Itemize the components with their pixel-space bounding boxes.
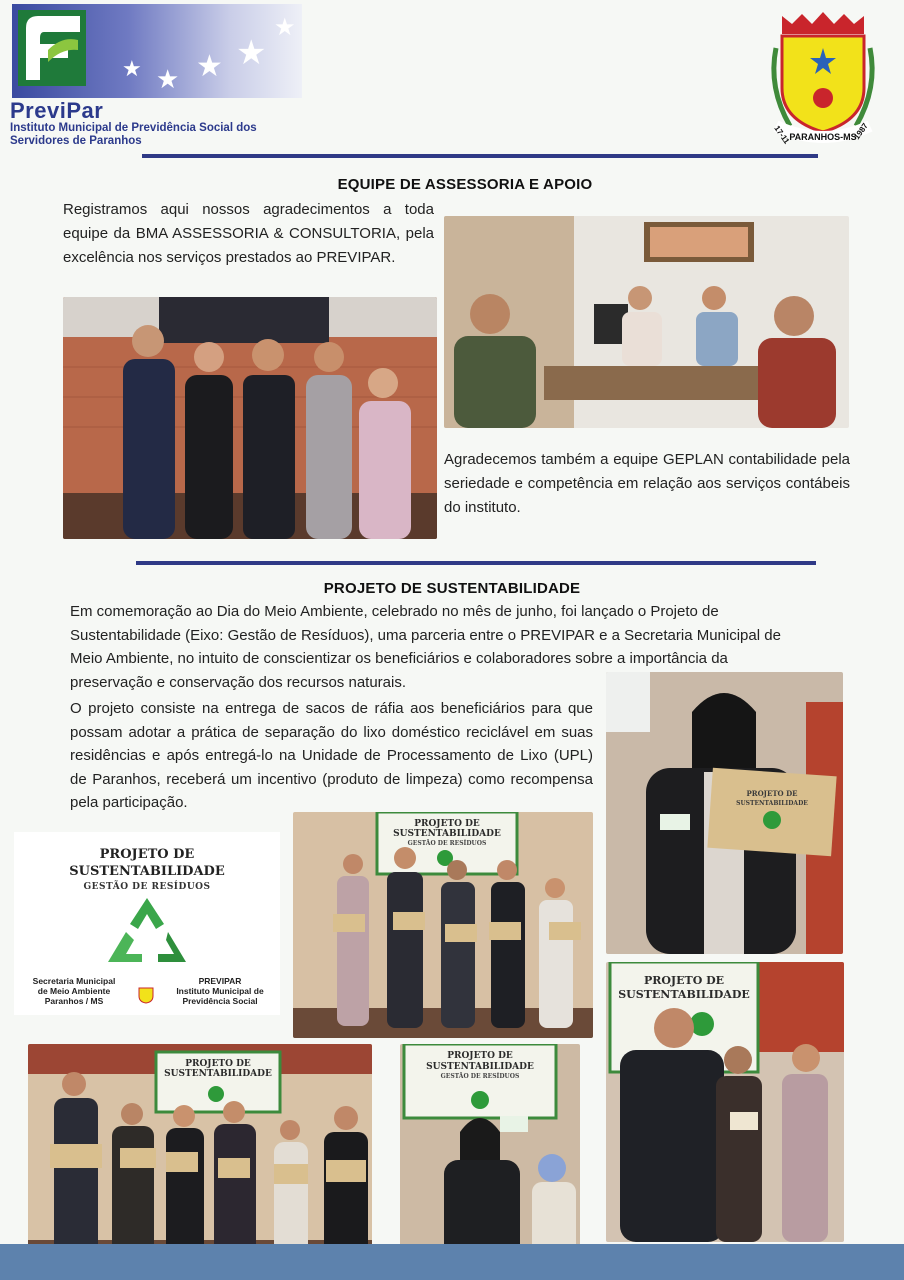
crest-right-text: 1987	[852, 121, 870, 142]
brand-subtitle-line: Instituto Municipal de Previdência Social dos	[10, 122, 257, 134]
sustentabilidade-paragraph-2: O projeto consiste na entrega de sacos de ráfia aos beneficiários para que possam adotar a prática de separação do lixo doméstico reciclável em suas residências e após entregá-lo na Unidade de Processamento de Lixo (UPL) de Paranhos, receberá um incentivo (produto de limpeza) como recompensa pela participação.	[70, 700, 593, 811]
card-title-line: SUSTENTABILIDADE	[69, 864, 225, 879]
crest-bottom-text: PARANHOS-MS	[789, 132, 857, 142]
star-icon: ★	[274, 14, 296, 41]
crest-left-text: 17-11	[772, 123, 792, 146]
star-icon: ★	[236, 34, 267, 72]
geplan-office-photo	[444, 216, 849, 428]
bag-label-line: PROJETO DE	[746, 789, 798, 798]
section-divider	[136, 561, 816, 565]
card-right-line: PREVIPAR	[198, 976, 242, 986]
card-right-line: Instituto Municipal de	[176, 986, 264, 996]
crest-small-icon	[138, 986, 154, 1004]
brand-name: PreviPar	[10, 98, 104, 123]
recycle-icon	[104, 894, 190, 976]
card-title	[14, 846, 280, 880]
banner-sign-line: SUSTENTABILIDADE	[426, 1062, 534, 1072]
assessoria-intro: Registramos aqui nossos agradecimentos a toda equipe da BMA ASSESSORIA & CONSULTORIA, pela excelência nos serviços prestados ao PREVIPAR.	[63, 201, 434, 266]
card-subtitle: GESTÃO DE RESÍDUOS	[83, 882, 211, 892]
banner-sign-line: SUSTENTABILIDADE	[393, 829, 501, 839]
paranhos-crest	[760, 8, 886, 150]
project-card	[14, 832, 280, 1015]
bma-team-photo	[63, 297, 437, 539]
previpar-logo-icon	[18, 10, 86, 86]
header-divider	[142, 154, 818, 158]
card-right-line: Previdência Social	[182, 996, 258, 1006]
banner-sign-line: PROJETO DE	[643, 974, 725, 987]
star-icon: ★	[196, 50, 223, 83]
banner-sign-line: GESTÃO DE RESÍDUOS	[407, 840, 487, 847]
card-left-footer	[18, 976, 130, 1006]
brand-subtitle	[10, 122, 310, 148]
card-left-line: Secretaria Municipal	[32, 976, 116, 986]
paragraph-text: Em comemoração ao Dia do Meio Ambiente, celebrado no mês de junho, foi lançado o Projeto de Sustentabilidade (Eixo: Gestão de Resíduos), uma parceria entre o PREVIPAR e a Secretaria Municipal de Meio Ambiente, no intuito de conscientizar os beneficiários e colaboradores sobre a importância da preservação e conservação dos recursos naturais.	[70, 603, 781, 691]
footer-bar	[0, 1244, 904, 1280]
banner-sign-line: SUSTENTABILIDADE	[164, 1069, 272, 1079]
card-left-line: Paranhos / MS	[44, 996, 104, 1006]
card-right-footer	[164, 976, 276, 1006]
delivery-group-photo	[28, 1044, 372, 1272]
beneficiary-card-photo	[400, 1044, 580, 1272]
geplan-thanks: Agradecemos também a equipe GEPLAN contabilidade pela seriedade e competência em relação aos serviços contábeis do instituto.	[444, 451, 850, 516]
speaker-photo	[606, 962, 844, 1242]
banner-sign-line: SUSTENTABILIDADE	[618, 988, 750, 1001]
banner-sign-line: GESTÃO DE RESÍDUOS	[440, 1073, 520, 1080]
star-icon: ★	[156, 64, 180, 94]
beneficiary-photo	[606, 672, 843, 954]
brand-subtitle-line: Servidores de Paranhos	[10, 135, 142, 147]
banner-sign-line: PROJETO DE	[447, 1051, 513, 1061]
section-title-sustentabilidade: PROJETO DE SUSTENTABILIDADE	[323, 580, 581, 597]
launch-group-photo	[293, 812, 593, 1038]
card-left-line: de Meio Ambiente	[37, 986, 111, 996]
card-title-line: PROJETO DE	[99, 847, 195, 862]
banner-sign-line: PROJETO DE	[185, 1059, 251, 1069]
banner-sign-line: PROJETO DE	[414, 819, 480, 829]
star-icon: ★	[122, 56, 142, 81]
section-title-assessoria: EQUIPE DE ASSESSORIA E APOIO	[337, 176, 593, 193]
bag-label-line: SUSTENTABILIDADE	[736, 800, 808, 807]
